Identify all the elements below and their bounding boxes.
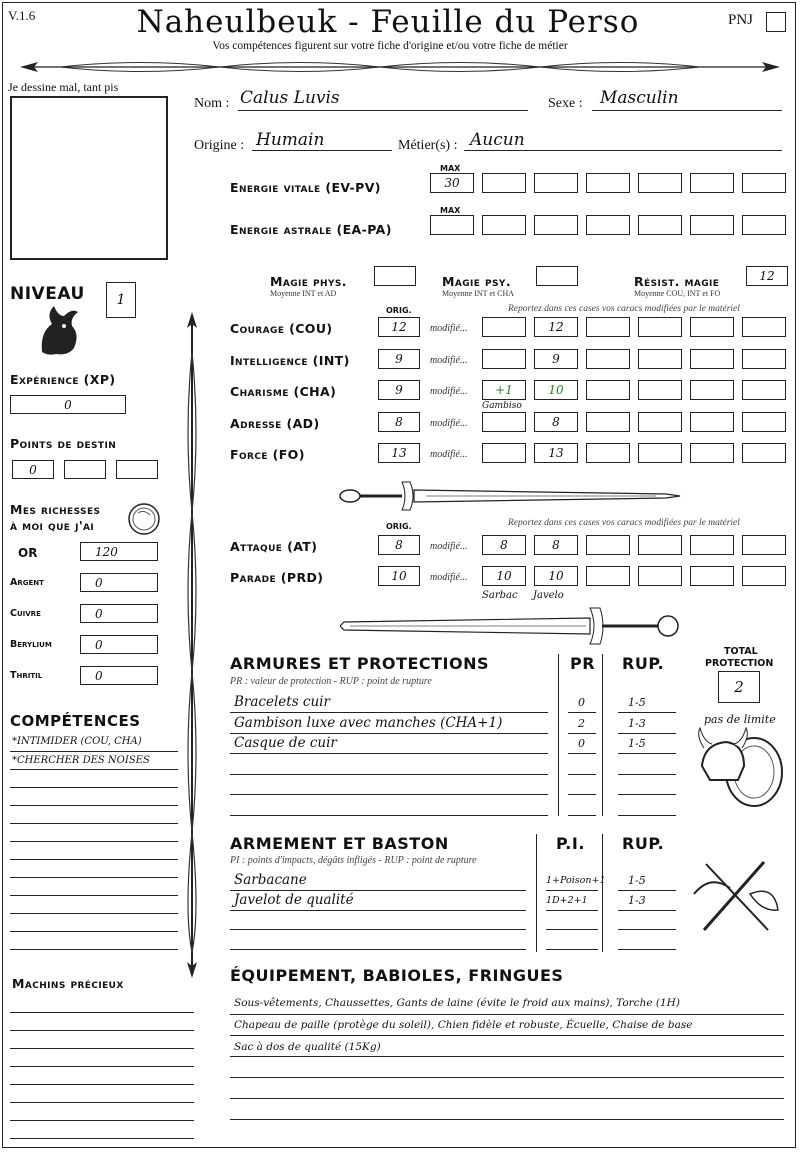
armure-rup-line	[618, 733, 676, 734]
armure-pr-line	[568, 753, 596, 754]
stat-label: Attaque (AT)	[230, 539, 318, 554]
stat-mod-box[interactable]: 10	[482, 566, 526, 586]
machins-line	[10, 1084, 194, 1085]
equipement-line	[230, 1056, 784, 1057]
origine-line	[252, 150, 392, 151]
stat-mod-box[interactable]	[482, 443, 526, 463]
armures-col-divider	[602, 654, 603, 816]
total-protection-label-1: TOTAL	[724, 646, 758, 657]
dragon-icon	[34, 302, 84, 358]
competence-line	[10, 841, 178, 842]
arme-rup[interactable]: 1-5	[628, 874, 646, 887]
armure-rup-line	[618, 815, 676, 816]
stat-label: Adresse (AD)	[230, 415, 320, 431]
magie-psy-label: Magie psy.	[442, 274, 511, 289]
stat-orig-box[interactable]: 13	[378, 443, 420, 463]
magie-phys-label: Magie phys.	[270, 274, 347, 289]
arme-pi-line	[546, 890, 598, 891]
stat-orig-box[interactable]: 9	[378, 349, 420, 369]
richesse-label: Argent	[10, 577, 44, 588]
richesse-label: Berylium	[10, 639, 52, 650]
armure-pr-line	[568, 794, 596, 795]
pnj-label: PNJ	[728, 12, 754, 28]
stat-mod-box[interactable]	[690, 317, 734, 337]
stat-mod-box[interactable]	[690, 349, 734, 369]
equipement-line	[230, 1035, 784, 1036]
competence-line	[10, 895, 178, 896]
competence-line	[10, 787, 178, 788]
armure-pr[interactable]: 0	[578, 696, 585, 709]
ea-box[interactable]	[638, 215, 682, 235]
stat-mod-box[interactable]: 12	[534, 317, 578, 337]
page-title: Naheulbeuk - Feuille du Perso	[136, 4, 640, 40]
weapons-icon	[690, 854, 784, 938]
stat-mod-box[interactable]	[742, 349, 786, 369]
resist-magie-box[interactable]: 12	[746, 266, 788, 286]
equipement-item[interactable]: Sous-vêtements, Chaussettes, Gants de laine (évite le froid aux mains), Torche (1H)	[234, 997, 680, 1009]
stat-mod-box[interactable]: 8	[534, 412, 578, 432]
stat-mod-box[interactable]	[482, 317, 526, 337]
portrait-label: Je dessine mal, tant pis	[8, 80, 119, 94]
arme-line	[230, 910, 526, 911]
modifie-label: modifié...	[430, 323, 468, 334]
arme-rup-line	[618, 949, 676, 950]
resist-magie-sub: Moyenne COU, INT et FO	[634, 289, 721, 298]
caracs-orig-label: ORIG.	[386, 306, 412, 315]
richesse-value[interactable]: 120	[80, 542, 158, 561]
combat-orig-label: ORIG.	[386, 522, 412, 531]
arme-line	[230, 949, 526, 950]
machins-line	[10, 1120, 194, 1121]
stat-orig-box[interactable]: 12	[378, 317, 420, 337]
equipement-line	[230, 1098, 784, 1099]
page-subtitle: Vos compétences figurent sur votre fiche d'origine et/ou votre fiche de métier	[212, 40, 568, 52]
ev-box[interactable]	[586, 173, 630, 193]
niveau-label: NIVEAU	[10, 284, 85, 304]
stat-mod-box[interactable]	[690, 443, 734, 463]
machins-label: Machins précieux	[12, 976, 124, 991]
arme-rup-line	[618, 910, 676, 911]
ea-max-label: MAX	[440, 206, 461, 215]
stat-mod-box[interactable]: 10	[534, 566, 578, 586]
ev-max-label: MAX	[440, 164, 461, 173]
ea-box[interactable]	[690, 215, 734, 235]
machins-line	[10, 1048, 194, 1049]
arme-rup[interactable]: 1-3	[628, 894, 646, 907]
sexe-line	[592, 110, 782, 111]
machins-line	[10, 1012, 194, 1013]
resist-magie-label: Résist. magie	[634, 274, 720, 289]
ev-box[interactable]	[690, 173, 734, 193]
armure-line	[230, 774, 548, 775]
stat-label: Courage (COU)	[230, 321, 333, 336]
magie-psy-box[interactable]	[536, 266, 578, 286]
stat-mod-box[interactable]	[482, 412, 526, 432]
ea-box[interactable]	[742, 215, 786, 235]
richesses-label-1: Mes richesses	[10, 502, 101, 517]
arme-name[interactable]: Javelot de qualité	[234, 892, 354, 908]
competence-line	[10, 931, 178, 932]
stat-orig-box[interactable]: 8	[378, 535, 420, 555]
arme-line	[230, 890, 526, 891]
equipement-line	[230, 1119, 784, 1120]
caracs-note: Reportez dans ces cases vos caracs modifiées par le matériel	[508, 304, 740, 314]
modifie-label: modifié...	[430, 572, 468, 583]
metier-field[interactable]: Aucun	[470, 130, 525, 150]
armure-rup-line	[618, 753, 676, 754]
coin-icon	[126, 501, 162, 537]
equipement-item[interactable]: Sac à dos de qualité (15Kg)	[234, 1041, 381, 1053]
stat-mod-box[interactable]	[742, 317, 786, 337]
destin-label: Points de destin	[10, 436, 117, 451]
niveau-box[interactable]: 1	[106, 282, 136, 318]
magie-phys-sub: Moyenne INT et AD	[270, 289, 337, 298]
stat-mod-box[interactable]	[586, 380, 630, 400]
richesse-value[interactable]: 0	[80, 666, 158, 685]
stat-mod-box[interactable]	[742, 412, 786, 432]
combat-note: Reportez dans ces cases vos caracs modifiées par le matériel	[508, 518, 740, 528]
armement-col-divider	[536, 834, 537, 952]
ea-max-box[interactable]	[430, 215, 474, 235]
stat-mod-box[interactable]	[742, 380, 786, 400]
competence-line	[10, 769, 178, 770]
richesse-value[interactable]: 0	[80, 604, 158, 623]
stat-mod-box[interactable]: +1	[482, 380, 526, 400]
ea-box[interactable]	[534, 215, 578, 235]
stat-mod-box[interactable]	[586, 317, 630, 337]
armures-col-pr: PR	[570, 654, 596, 673]
competence-line	[10, 913, 178, 914]
armure-rup-line	[618, 794, 676, 795]
nom-label: Nom :	[194, 96, 230, 111]
spear-icon	[182, 312, 202, 978]
armure-pr-line	[568, 774, 596, 775]
magie-phys-box[interactable]	[374, 266, 416, 286]
arme-name[interactable]: Sarbacane	[234, 872, 307, 888]
richesse-label: OR	[18, 546, 38, 560]
helmet-shield-icon	[692, 726, 786, 810]
arme-line	[230, 929, 526, 930]
equipement-item[interactable]: Chapeau de paille (protège du soleil), Chien fidèle et robuste, Écuelle, Chaise de base	[234, 1019, 693, 1031]
machins-line	[10, 1030, 194, 1031]
armement-title: ARMEMENT ET BASTON	[230, 834, 449, 853]
armure-pr-line	[568, 712, 596, 713]
sword-icon	[336, 478, 682, 514]
stat-mod-box[interactable]	[638, 566, 682, 586]
armure-line	[230, 794, 548, 795]
version-label: V.1.6	[8, 8, 36, 23]
stat-mod-box[interactable]: 9	[534, 349, 578, 369]
stat-orig-box[interactable]: 9	[378, 380, 420, 400]
modifie-label: modifié...	[430, 449, 468, 460]
sword-icon	[340, 606, 682, 646]
spear-divider-icon	[20, 56, 780, 78]
stat-mod-box[interactable]: 10	[534, 380, 578, 400]
equipement-line	[230, 1014, 784, 1015]
armure-pr-line	[568, 733, 596, 734]
competence-line	[10, 805, 178, 806]
metier-line	[464, 150, 782, 151]
competence-item[interactable]: *INTIMIDER (COU, CHA)	[12, 736, 142, 747]
nom-line	[238, 110, 528, 111]
armures-col-rup: RUP.	[622, 654, 665, 673]
stat-mod-note: Gambiso	[482, 401, 522, 411]
richesse-label: Thritil	[10, 670, 43, 681]
destin-box-1[interactable]: 0	[12, 460, 54, 479]
ev-box[interactable]	[638, 173, 682, 193]
stat-mod-box[interactable]	[586, 443, 630, 463]
experience-label: Expérience (XP)	[10, 372, 116, 387]
armure-pr-line	[568, 815, 596, 816]
stat-mod-box[interactable]	[742, 443, 786, 463]
stat-mod-box[interactable]	[638, 443, 682, 463]
competence-item[interactable]: *CHERCHER DES NOISES	[12, 755, 150, 766]
origine-label: Origine :	[194, 138, 245, 153]
weapon-note-1: Sarbac	[482, 590, 518, 601]
machins-line	[10, 1102, 194, 1103]
ev-box[interactable]	[482, 173, 526, 193]
origine-field[interactable]: Humain	[256, 130, 325, 150]
equipement-title: ÉQUIPEMENT, BABIOLES, FRINGUES	[230, 966, 564, 985]
richesse-label: Cuivre	[10, 608, 41, 619]
armure-line	[230, 733, 548, 734]
sexe-label: Sexe :	[548, 96, 583, 111]
armure-name[interactable]: Gambison luxe avec manches (CHA+1)	[234, 714, 503, 731]
stat-orig-box[interactable]: 10	[378, 566, 420, 586]
stat-mod-box[interactable]	[638, 349, 682, 369]
stat-mod-box[interactable]: 8	[534, 535, 578, 555]
armement-col-divider	[602, 834, 603, 952]
armure-name[interactable]: Casque de cuir	[234, 735, 337, 751]
stat-mod-box[interactable]	[638, 380, 682, 400]
stat-label: Force (FO)	[230, 447, 305, 462]
equipement-line	[230, 1077, 784, 1078]
portrait-box[interactable]	[10, 96, 168, 260]
stat-mod-box[interactable]	[586, 412, 630, 432]
arme-rup-line	[618, 890, 676, 891]
stat-orig-box[interactable]: 8	[378, 412, 420, 432]
arme-pi-line	[546, 910, 598, 911]
stat-mod-box[interactable]	[742, 566, 786, 586]
competences-label: COMPÉTENCES	[10, 712, 141, 730]
stat-mod-box[interactable]	[586, 535, 630, 555]
stat-mod-box[interactable]	[742, 535, 786, 555]
stat-label: Charisme (CHA)	[230, 384, 337, 399]
armure-line	[230, 712, 548, 713]
machins-line	[10, 1066, 194, 1067]
armure-line	[230, 753, 548, 754]
armure-rup[interactable]: 1-5	[628, 696, 646, 709]
armures-sub: PR : valeur de protection - RUP : point de rupture	[230, 676, 432, 687]
stat-mod-box[interactable]	[690, 380, 734, 400]
richesse-value[interactable]: 0	[80, 573, 158, 592]
modifie-label: modifié...	[430, 354, 468, 366]
modifie-label: modifié...	[430, 386, 468, 397]
stat-mod-box[interactable]: 13	[534, 443, 578, 463]
experience-box[interactable]: 0	[10, 395, 126, 414]
richesse-value[interactable]: 0	[80, 635, 158, 654]
sexe-field[interactable]: Masculin	[600, 88, 679, 108]
armures-col-divider	[558, 654, 559, 816]
arme-pi[interactable]: 1D+2+1	[546, 895, 588, 906]
destin-box-3[interactable]	[116, 460, 158, 479]
armure-pr[interactable]: 0	[578, 737, 585, 750]
modifie-label: modifié...	[430, 417, 468, 429]
armement-col-rup: RUP.	[622, 834, 665, 853]
competence-line	[10, 859, 178, 860]
armure-rup[interactable]: 1-5	[628, 737, 646, 750]
stat-label: Parade (PRD)	[230, 570, 324, 585]
stat-mod-box[interactable]	[638, 535, 682, 555]
armement-sub: PI : points d'impacts, dégâts infligés - RUP : point de rupture	[230, 855, 477, 866]
richesses-label-2: à moi que j'ai	[10, 518, 95, 533]
arme-rup-line	[618, 929, 676, 930]
competence-line	[10, 949, 178, 950]
stat-mod-box[interactable]	[690, 535, 734, 555]
ea-label: Energie astrale (EA-PA)	[230, 222, 392, 237]
protection-limit-note: pas de limite	[704, 713, 776, 726]
armure-rup-line	[618, 712, 676, 713]
ev-box[interactable]	[534, 173, 578, 193]
stat-mod-box[interactable]	[482, 349, 526, 369]
armure-rup[interactable]: 1-3	[628, 716, 646, 730]
competence-line	[10, 823, 178, 824]
ev-max-box[interactable]: 30	[430, 173, 474, 193]
total-protection-label-2: PROTECTION	[705, 658, 774, 669]
metier-label: Métier(s) :	[398, 138, 458, 153]
competence-line	[10, 877, 178, 878]
ev-label: Energie vitale (EV-PV)	[230, 180, 381, 195]
weapon-note-2: Javelo	[533, 590, 564, 601]
arme-pi[interactable]: 1+Poison+1	[546, 875, 606, 886]
armure-rup-line	[618, 774, 676, 775]
armures-title: ARMURES ET PROTECTIONS	[230, 654, 489, 673]
pnj-checkbox[interactable]	[766, 12, 786, 32]
ev-box[interactable]	[742, 173, 786, 193]
stat-mod-box[interactable]	[586, 566, 630, 586]
stat-label: Intelligence (INT)	[230, 352, 350, 368]
armement-col-pi: P.I.	[556, 834, 585, 853]
magie-psy-sub: Moyenne INT et CHA	[442, 289, 515, 298]
arme-pi-line	[546, 929, 598, 930]
armure-name[interactable]: Bracelets cuir	[234, 694, 330, 710]
stat-mod-box[interactable]	[690, 566, 734, 586]
stat-mod-box[interactable]	[638, 412, 682, 432]
machins-line	[10, 1138, 194, 1139]
total-protection-box[interactable]: 2	[718, 671, 760, 703]
competence-line	[10, 751, 178, 752]
stat-mod-box[interactable]	[586, 349, 630, 369]
armure-line	[230, 815, 548, 816]
armure-pr[interactable]: 2	[578, 716, 585, 730]
stat-mod-box[interactable]	[638, 317, 682, 337]
destin-box-2[interactable]	[64, 460, 106, 479]
stat-mod-box[interactable]	[690, 412, 734, 432]
stat-mod-box[interactable]: 8	[482, 535, 526, 555]
nom-field[interactable]: Calus Luvis	[240, 88, 340, 108]
arme-pi-line	[546, 949, 598, 950]
ea-box[interactable]	[586, 215, 630, 235]
modifie-label: modifié...	[430, 541, 468, 552]
ea-box[interactable]	[482, 215, 526, 235]
